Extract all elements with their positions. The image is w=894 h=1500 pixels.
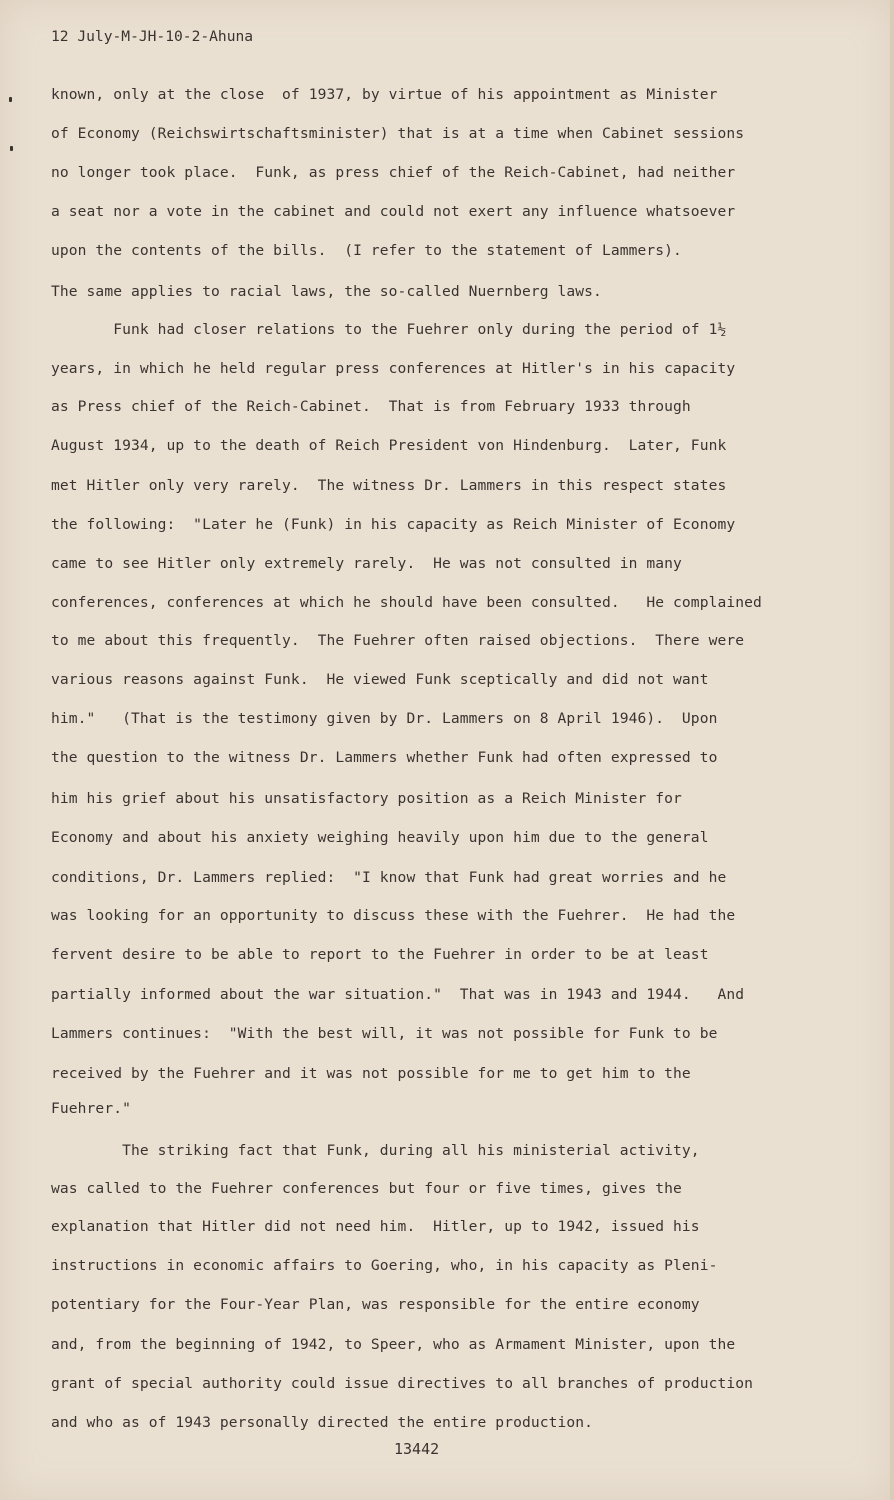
text-line: August 1934, up to the death of Reich President von Hindenburg. Later, Funk bbox=[51, 437, 727, 454]
text-line: fervent desire to be able to report to the Fuehrer in order to be at least bbox=[51, 946, 709, 963]
text-line: partially informed about the war situation." That was in 1943 and 1944. And bbox=[51, 986, 745, 1003]
text-line: upon the contents of the bills. (I refer to the statement of Lammers). bbox=[51, 242, 682, 259]
text-line: the question to the witness Dr. Lammers whether Funk had often expressed to bbox=[51, 749, 718, 766]
text-line: Fuehrer." bbox=[51, 1100, 131, 1117]
text-line: to me about this frequently. The Fuehrer often raised objections. There were bbox=[51, 632, 745, 649]
text-line: no longer took place. Funk, as press chief of the Reich-Cabinet, had neither bbox=[51, 164, 736, 181]
page-edge bbox=[890, 0, 894, 1500]
text-line: received by the Fuehrer and it was not possible for me to get him to the bbox=[51, 1065, 691, 1082]
text-line: met Hitler only very rarely. The witness Dr. Lammers in this respect states bbox=[51, 477, 727, 494]
text-line: grant of special authority could issue directives to all branches of production bbox=[51, 1375, 754, 1392]
text-line: came to see Hitler only extremely rarely. He was not consulted in many bbox=[51, 555, 682, 572]
text-line: was called to the Fuehrer conferences but four or five times, gives the bbox=[51, 1180, 682, 1197]
text-line: as Press chief of the Reich-Cabinet. That is from February 1933 through bbox=[51, 398, 691, 415]
text-line: of Economy (Reichswirtschaftsminister) that is at a time when Cabinet sessions bbox=[51, 125, 745, 142]
text-line: Economy and about his anxiety weighing heavily upon him due to the general bbox=[51, 829, 709, 846]
text-line: him." (That is the testimony given by Dr. Lammers on 8 April 1946). Upon bbox=[51, 710, 718, 727]
text-line: known, only at the close of 1937, by virtue of his appointment as Minister bbox=[51, 86, 718, 103]
text-line: explanation that Hitler did not need him. Hitler, up to 1942, issued his bbox=[51, 1218, 700, 1235]
text-line: instructions in economic affairs to Goering, who, in his capacity as Pleni- bbox=[51, 1257, 718, 1274]
text-line: was looking for an opportunity to discuss these with the Fuehrer. He had the bbox=[51, 907, 736, 924]
text-line: conditions, Dr. Lammers replied: "I know that Funk had great worries and he bbox=[51, 869, 727, 886]
text-line: him his grief about his unsatisfactory position as a Reich Minister for bbox=[51, 790, 682, 807]
text-line: the following: "Later he (Funk) in his capacity as Reich Minister of Economy bbox=[51, 516, 736, 533]
text-line: and, from the beginning of 1942, to Speer, who as Armament Minister, upon the bbox=[51, 1336, 736, 1353]
text-line: various reasons against Funk. He viewed Funk sceptically and did not want bbox=[51, 671, 709, 688]
text-line: The same applies to racial laws, the so-called Nuernberg laws. bbox=[51, 283, 602, 300]
text-line: Lammers continues: "With the best will, it was not possible for Funk to be bbox=[51, 1025, 718, 1042]
page-number: 13442 bbox=[394, 1440, 440, 1458]
page-header: 12 July-M-JH-10-2-Ahuna bbox=[51, 28, 254, 45]
text-line: conferences, conferences at which he should have been consulted. He complained bbox=[51, 594, 762, 611]
text-line: a seat nor a vote in the cabinet and could not exert any influence whatsoever bbox=[51, 203, 736, 220]
text-line: and who as of 1943 personally directed the entire production. bbox=[51, 1414, 594, 1431]
text-line: Funk had closer relations to the Fuehrer only during the period of 1½ bbox=[51, 321, 727, 338]
text-line: potentiary for the Four-Year Plan, was responsible for the entire economy bbox=[51, 1296, 700, 1313]
text-line: The striking fact that Funk, during all his ministerial activity, bbox=[51, 1142, 700, 1159]
text-line: years, in which he held regular press conferences at Hitler's in his capacity bbox=[51, 360, 736, 377]
